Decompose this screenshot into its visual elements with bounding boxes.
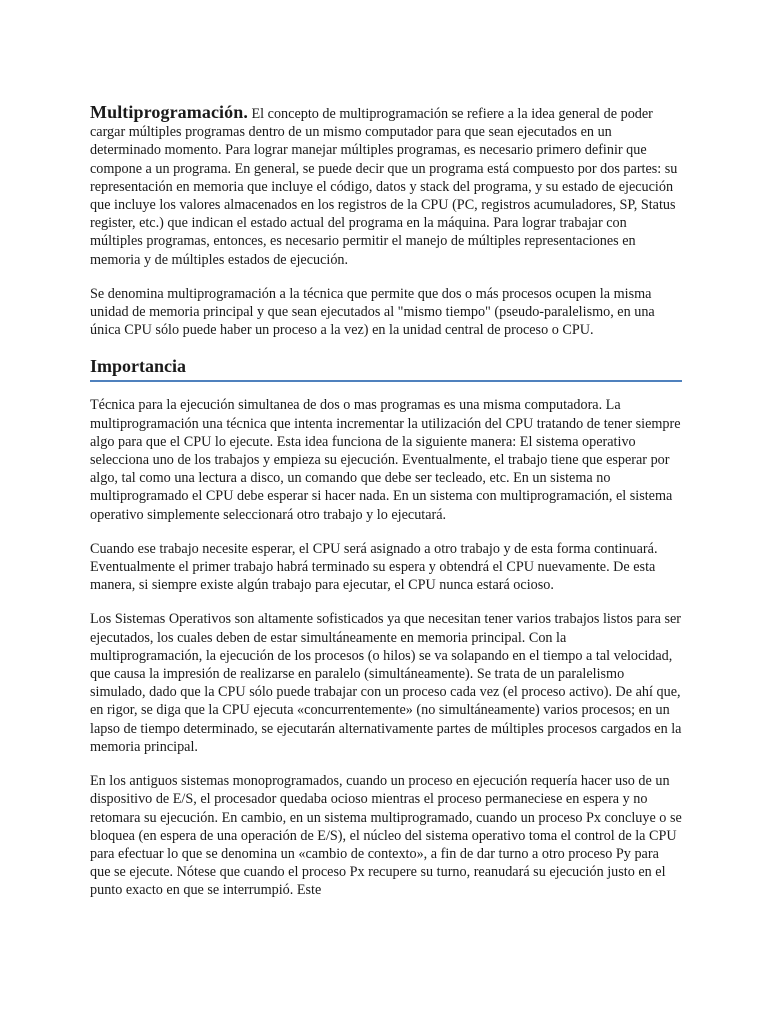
intro-paragraph <box>90 103 682 269</box>
definition-paragraph: Se denomina multiprogramación a la técnica que permite que dos o más procesos ocupen la misma unidad de memoria principal y que sean ejecutados al "mismo tiempo" (pseudo-paralelismo, en una única CPU sólo puede haber un proceso a la vez) en la unidad central de proceso o CPU. <box>90 285 655 339</box>
importance-paragraph-3: Los Sistemas Operativos son altamente sofisticados ya que necesitan tener varios trabajos listos para ser ejecutados, los cuales deben de estar simultáneamente en memoria principal. Con la multiprogramación, la ejecución de los procesos (o hilos) se va solapando en el tiempo a tal velocidad, que causa la impresión de realizarse en paralelo (simultáneamente). Se trata de un paralelismo simulado, dado que la CPU sólo puede trabajar con un proceso cada vez (el proceso activo). De ahí que, en rigor, se diga que la CPU ejecuta «concurrentemente» (no simultáneamente) varios procesos; en un lapso de tiempo determinado, se ejecutarán alternativamente partes de múltiples procesos cargados en la memoria principal. <box>90 611 682 755</box>
importance-paragraph-2: Cuando ese trabajo necesite esperar, el CPU será asignado a otro trabajo y de esta forma continuará. Eventualmente el primer trabajo habrá terminado su espera y obtendrá el CPU nuevamente. De esta manera, si siempre existe algún trabajo para ejecutar, el CPU nunca estará ocioso. <box>90 540 658 594</box>
document-page <box>90 103 682 916</box>
section-title: Multiprogramación. <box>90 102 248 122</box>
importance-paragraph-1: Técnica para la ejecución simultanea de dos o mas programas es una misma computadora. La multiprogramación una técnica que intenta incrementar la utilización del CPU tratando de tener siempre algo para que el CPU lo ejecute. Esta idea funciona de la siguiente manera: El sistema operativo selecciona uno de los trabajos y empieza su ejecución. Eventualmente, el trabajo tiene que esperar por algo, tal como una lectura a disco, un comando que debe ser tecleado, etc. En un sistema no multiprogramado el CPU debe esperar si hacer nada. En un sistema con multiprogramación, el sistema operativo simplemente seleccionará otro trabajo y lo ejecutará. <box>90 397 681 523</box>
importance-paragraph-4: En los antiguos sistemas monoprogramados, cuando un proceso en ejecución requería hacer uso de un dispositivo de E/S, el procesador quedaba ocioso mientras el proceso permaneciese en espera y no retomara su ejecución. En cambio, en un sistema multiprogramado, cuando un proceso Px concluye o se bloquea (en espera de una operación de E/S), el núcleo del sistema operativo toma el control de la CPU para efectuar lo que se denomina un «cambio de contexto», a fin de dar turno a otro proceso Py para que se ejecute. Nótese que cuando el proceso Px recupere su turno, reanudará su ejecución justo en el punto exacto en que se interrumpió. Este <box>90 773 682 899</box>
intro-paragraph-text: El concepto de multiprogramación se refiere a la idea general de poder cargar múltiples programas dentro de un mismo computador para que sean ejecutados en un determinado momento. Para lograr manejar múltiples programas, es necesario primero definir que compone a un programa. En general, se puede decir que un programa está compuesto por dos partes: su representación en memoria que incluye el código, datos y stack del programa, y su estado de ejecución que incluye los valores almacenados en los registros de la CPU (PC, registros acumuladores, SP, Status register, etc.) que indican el estado actual del programa en la máquina. Para lograr trabajar con múltiples programas, entonces, es necesario permitir el manejo de múltiples representaciones en memoria y de múltiples estados de ejecución. <box>90 106 678 268</box>
importance-heading: Importancia <box>90 355 682 382</box>
